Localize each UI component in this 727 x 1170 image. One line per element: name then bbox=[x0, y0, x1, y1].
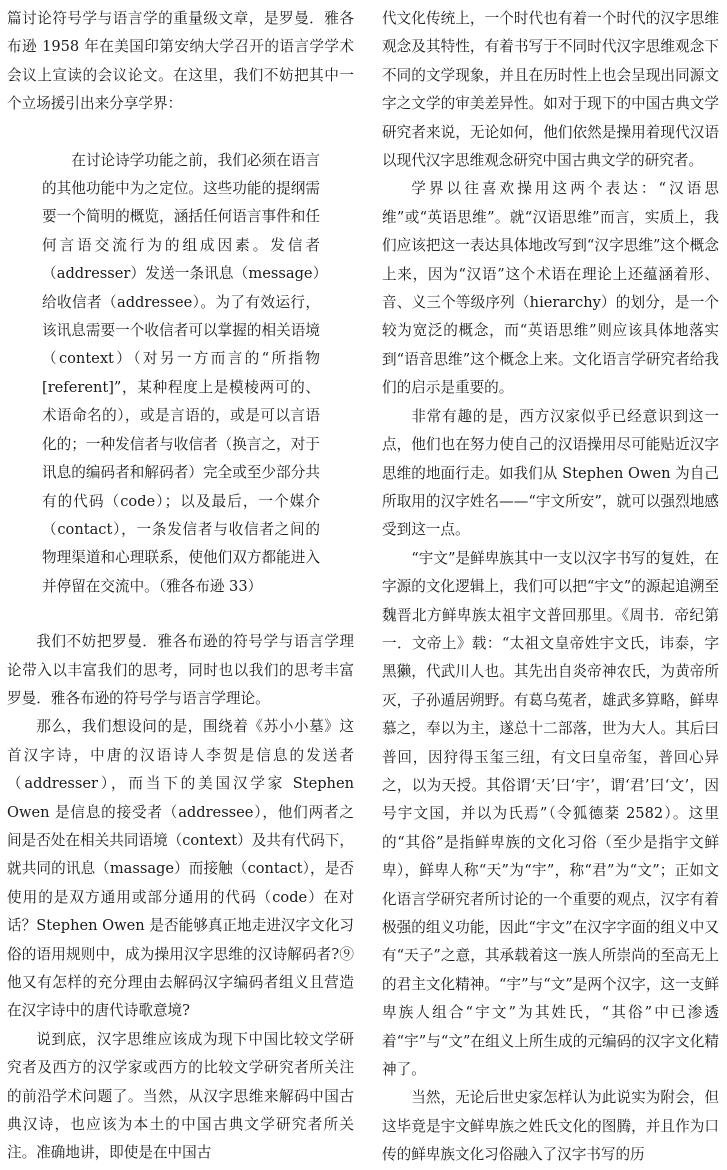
paragraph: 代文化传统上，一个时代也有着一个时代的汉字思维观念及其特性，有着书写于不同时代汉字思维观念下不同的文学现象，并且在历时性上也会呈现出同源文字之文学的审美差异性。如对于现下的中国古典文学研究者来说，无论如何，他们依然是操用着现代汉语以现代汉字思维观念研究中国古典文学的研究者。 bbox=[382, 10, 719, 170]
paragraph: “宇文”是鲜卑族其中一支以汉字书写的复姓，在字源的文化逻辑上，我们可以把“宇文”的源起追溯至魏晋北方鲜卑族太祖宇文普回那里。《周书．帝纪第一．文帝上》载：“太祖文皇帝姓宇文氏，讳泰，字黑獭，代武川人也。其先出自炎帝神农氏，为黄帝所灭，子孙遁居朔野。有葛乌菟者，雄武多算略，鲜卑慕之，奉以为主，遂总十二部落，世为大人。其后曰普回，因狩得玉玺三纽，有文曰皇帝玺，普回心异之，以为天授。其俗谓‘天’曰‘宇’，谓‘君’曰‘文’，因号宇文国，并以为氏焉”（令狐德棻 2582）。这里的“其俗”是指鲜卑族的文化习俗（至少是指宇文鲜卑），鲜卑人称“天”为“宇”，称“君”为“文”；正如文化语言学研究者所讨论的一个重要的观点，汉字有着极强的组义功能，因此“宇文”在汉字字面的组义中又有“天子”之意，其承载着这一族人所崇尚的至高无上的君主文化精神。“宇”与“文”是两个汉字，这一支鲜卑族人组合“宇文”为其姓氏，“其俗”中已渗透着“宇”与“文”在组义上所生成的元编码的汉字文化精神了。 bbox=[382, 549, 719, 1079]
paragraph: 我们不妨把罗曼．雅各布逊的符号学与语言学理论带入以丰富我们的思考，同时也以我们的思考丰富罗曼．雅各布逊的符号学与语言学理论。 bbox=[7, 633, 354, 707]
paragraph: 那么，我们想设问的是，围绕着《苏小小墓》这首汉字诗，中唐的汉语诗人李贺是信息的发送者（addresser），而当下的美国汉学家 Stephen Owen 是信息的接受者（addressee），他们两者之间是否处在相关共同语境（context）及共有代码下，就共同的讯息（massage）而接触（contact），是否使用的是双方通用或部分通用的代码（code）在对话？Stephen Owen 是否能够真正地走进汉字文化习俗的语用规则中，成为操用汉字思维的汉诗解码者?⑨他又有怎样的充分理由去解码汉字编码者组义且营造在汉字诗中的唐代诗歌意境? bbox=[7, 718, 354, 1020]
paragraph: 篇讨论符号学与语言学的重量级文章，是罗曼．雅各布逊 1958 年在美国印第安纳大学召开的语言学学术会议上宣读的会议论文。在这里，我们不妨把其中一个立场援引出来分享学界： bbox=[7, 10, 354, 113]
paragraph: 当然，无论后世史家怎样认为此说实为附会，但这毕竟是宇文鲜卑族之姓氏文化的图腾，并且作为口传的鲜卑族文化习俗融入了汉字书写的历 bbox=[382, 1089, 719, 1164]
paragraph: 非常有趣的是，西方汉家似乎已经意识到这一点，他们也在努力使自己的汉语操用尽可能贴近汉字思维的地面行走。如我们从 Stephen Owen 为自己所取用的汉字姓名——“宇文所安”，就可以强烈地感受到这一点。 bbox=[382, 407, 719, 539]
spacer bbox=[7, 601, 354, 628]
paragraph: 学界以往喜欢操用这两个表达：“汉语思维”或“英语思维”。就“汉语思维”而言，实质上，我们应该把这一表达具体地改写到“汉字思维”这个概念上来，因为“汉语”这个术语在理论上还蕴涵着形、音、义三个等级序列（hierarchy）的划分，是一个较为宽泛的概念，而“英语思维”则应该具体地落实到“语音思维”这个概念上来。文化语言学研究者给我们的启示是重要的。 bbox=[382, 180, 719, 397]
right-column bbox=[382, 5, 719, 1170]
spacer bbox=[7, 119, 354, 147]
block-quote: 在讨论诗学功能之前，我们必须在语言的其他功能中为之定位。这些功能的提纲需要一个简明的概览，涵括任何语言事件和任何言语交流行为的组成因素。发信者（addresser）发送一条讯息（message）给收信者（addressee）。为了有效运行，该讯息需要一个收信者可以掌握的相关语境（context）（对另一方而言的“所指物 [referent]”，某种程度上是模棱两可的、术语命名的），或是言语的，或是可以言语化的；一种发信者与收信者（换言之，对于讯息的编码者和解码者）完全或至少部分共有的代码（code）；以及最后，一个媒介（contact），一条发信者与收信者之间的物理渠道和心理联系，使他们双方都能进入并停留在交流中。（雅各布逊 33） bbox=[42, 151, 320, 595]
left-column bbox=[7, 5, 354, 1168]
paragraph: 说到底，汉字思维应该成为现下中国比较文学研究者及西方的汉学家或西方的比较文学研究者所关注的前沿学术问题了。当然，从汉字思维来解码中国古典汉诗，也应该为本土的中国古典文学研究者所关注。准确地讲，即使是在中国古 bbox=[7, 1030, 354, 1162]
